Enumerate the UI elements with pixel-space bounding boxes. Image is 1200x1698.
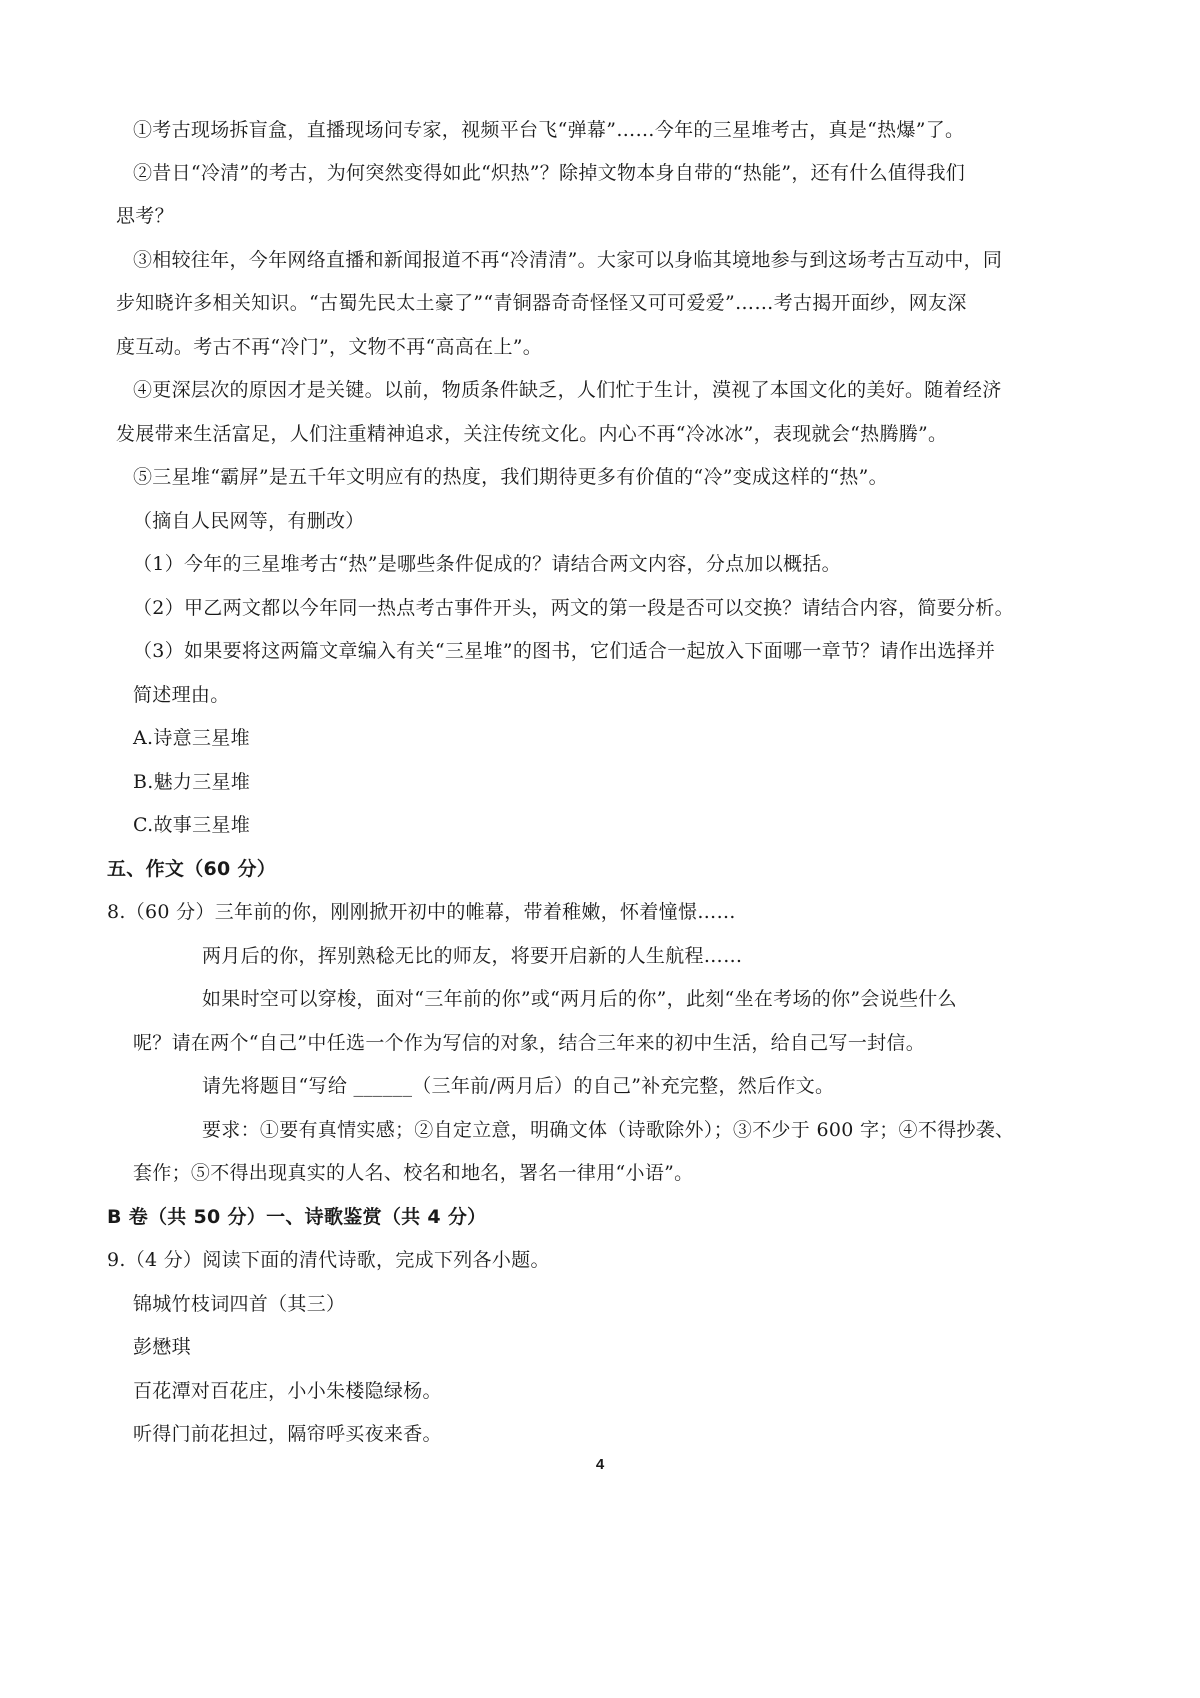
question-8-line-3: 如果时空可以穿梭，面对“三年前的你”或“两月后的你”，此刻“坐在考场的你”会说些什么 bbox=[202, 988, 957, 1010]
poem-author: 彭懋琪 bbox=[133, 1336, 191, 1358]
passage-paragraph-2-line-1: ②昔日“冷清”的考古，为何突然变得如此“炽热”？除掉文物本身自带的“热能”，还有什么值得我们 bbox=[133, 162, 966, 184]
question-8-line-5: 请先将题目“写给 ______（三年前/两月后）的自己”补充完整，然后作文。 bbox=[202, 1075, 835, 1097]
question-2: （2）甲乙两文都以今年同一热点考古事件开头，两文的第一段是否可以交换？请结合内容，简要分析。 bbox=[133, 597, 1014, 619]
option-c: C.故事三星堆 bbox=[133, 814, 251, 836]
passage-paragraph-4-line-1: ④更深层次的原因才是关键。以前，物质条件缺乏，人们忙于生计，漠视了本国文化的美好。随着经济 bbox=[133, 379, 1002, 401]
question-8-line-7: 套作；⑤不得出现真实的人名、校名和地名，署名一律用“小语”。 bbox=[133, 1162, 694, 1184]
section-5-heading: 五、作文（60 分） bbox=[107, 858, 277, 880]
page-number: 4 bbox=[595, 1456, 605, 1473]
question-8-line-1: 8.（60 分）三年前的你，刚刚掀开初中的帷幕，带着稚嫩，怀着憧憬…… bbox=[107, 901, 736, 923]
question-8-line-2: 两月后的你，挥别熟稔无比的师友，将要开启新的人生航程…… bbox=[202, 945, 743, 967]
question-3-line-2: 简述理由。 bbox=[133, 684, 230, 706]
poem-line-1: 百花潭对百花庄，小小朱楼隐绿杨。 bbox=[133, 1380, 442, 1402]
part-b-heading: B 卷（共 50 分）一、诗歌鉴赏（共 4 分） bbox=[107, 1206, 487, 1228]
question-3-line-1: （3）如果要将这两篇文章编入有关“三星堆”的图书，它们适合一起放入下面哪一章节？请作出选择并 bbox=[133, 640, 996, 662]
question-8-line-6: 要求：①要有真情实感；②自定立意，明确文体（诗歌除外）；③不少于 600 字；④不得抄袭、 bbox=[202, 1119, 1015, 1141]
option-b: B.魅力三星堆 bbox=[133, 771, 251, 793]
poem-line-2: 听得门前花担过，隔帘呼买夜来香。 bbox=[133, 1423, 442, 1445]
passage-paragraph-1: ①考古现场拆盲盒，直播现场问专家，视频平台飞“弹幕”……今年的三星堆考古，真是“热爆”了。 bbox=[133, 119, 965, 141]
passage-paragraph-3-line-2: 步知晓许多相关知识。“古蜀先民太土豪了”“青铜器奇奇怪怪又可可爱爱”……考古揭开面纱，网友深 bbox=[116, 292, 967, 314]
passage-source: （摘自人民网等，有删改） bbox=[133, 510, 365, 532]
passage-paragraph-2-line-2: 思考？ bbox=[116, 205, 174, 227]
passage-paragraph-3-line-3: 度互动。考古不再“冷门”，文物不再“高高在上”。 bbox=[116, 336, 543, 358]
option-a: A.诗意三星堆 bbox=[133, 727, 250, 749]
question-1: （1）今年的三星堆考古“热”是哪些条件促成的？请结合两文内容，分点加以概括。 bbox=[133, 553, 841, 575]
passage-paragraph-5: ⑤三星堆“霸屏”是五千年文明应有的热度，我们期待更多有价值的“冷”变成这样的“热”。 bbox=[133, 466, 888, 488]
question-9: 9.（4 分）阅读下面的清代诗歌，完成下列各小题。 bbox=[107, 1249, 550, 1271]
passage-paragraph-3-line-1: ③相较往年，今年网络直播和新闻报道不再“冷清清”。大家可以身临其境地参与到这场考古互动中，同 bbox=[133, 249, 1003, 271]
question-8-line-4: 呢？请在两个“自己”中任选一个作为写信的对象，结合三年来的初中生活，给自己写一封信。 bbox=[133, 1032, 926, 1054]
poem-title: 锦城竹枝词四首（其三） bbox=[133, 1293, 346, 1315]
passage-paragraph-4-line-2: 发展带来生活富足，人们注重精神追求，关注传统文化。内心不再“冷冰冰”，表现就会“热腾腾”。 bbox=[116, 423, 948, 445]
